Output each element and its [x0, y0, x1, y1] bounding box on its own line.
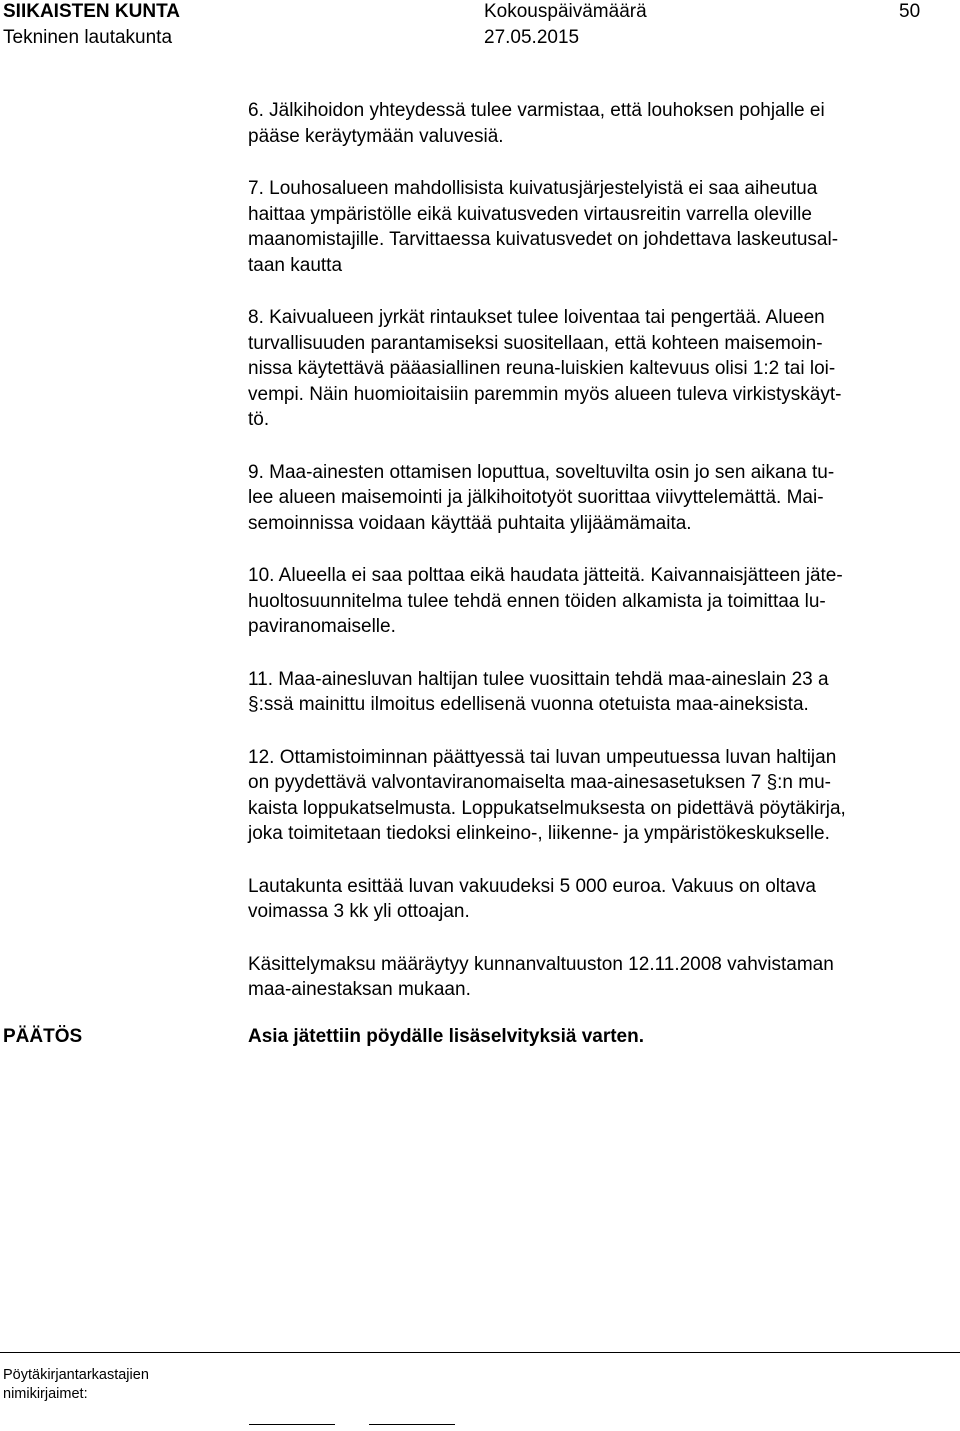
condition-paragraph-8: 8. Kaivualueen jyrkät rintaukset tulee loiventaa tai pengertää. Alueen turvallisuuden parantamiseksi suositellaan, että kohteen maisemoin- nissa käytettävä pääasiallinen reuna-luiskien kaltevuus olisi 1:2 tai loi- vempi. Näin huomioitaisiin paremmin myös alueen tuleva virkistyskäyt- tö. [248, 307, 842, 430]
condition-paragraph-11: 11. Maa-ainesluvan haltijan tulee vuosittain tehdä maa-aineslain 23 a §:ssä mainittu ilmoitus edellisenä vuonna otetuista maa-aineksista. [248, 668, 829, 715]
initials-signature-line-1 [249, 1424, 335, 1425]
processing-fee-paragraph: Käsittelymaksu määräytyy kunnanvaltuuston 12.11.2008 vahvistaman maa-ainestaksan mukaan. [248, 953, 834, 1000]
department-name: Tekninen lautakunta [3, 27, 173, 48]
condition-paragraph-6: 6. Jälkihoidon yhteydessä tulee varmistaa, että louhoksen pohjalle ei pääse keräytymään valuvesiä. [248, 100, 825, 147]
meeting-date: 27.05.2015 [484, 27, 580, 48]
footer-divider [0, 1352, 960, 1353]
initials-label: Pöytäkirjantarkastajien nimikirjaimet: [3, 1367, 149, 1402]
condition-paragraph-7: 7. Louhosalueen mahdollisista kuivatusjärjestelyistä ei saa aiheutua haittaa ympäristölle eikä kuivatusveden virtausreitin varrella oleville maanomistajille. Tarvittaessa kuivatusvedet on johdettava laskeutusal- taan kautta [248, 178, 839, 276]
condition-paragraph-12: 12. Ottamistoiminnan päättyessä tai luvan umpeutuessa luvan haltijan on pyydettävä valvontaviranomaiselta maa-ainesasetuksen 7 §:n mu- kaista loppukatselmusta. Loppukatselmuksesta on pidettävä pöytäkirja, joka toimitetaan tiedoksi elinkeino-, liikenne- ja ympäristökeskukselle. [248, 746, 846, 844]
initials-signature-line-2 [369, 1424, 455, 1425]
decision-text: Asia jätettiin pöydälle lisäselvityksiä varten. [248, 1026, 645, 1047]
document-header [0, 0, 960, 56]
condition-paragraph-10: 10. Alueella ei saa polttaa eikä haudata jätteitä. Kaivannaisjätteen jäte- huoltosuunnitelma tulee tehdä ennen töiden alkamista ja toimittaa lu- paviranomaiselle. [248, 565, 843, 637]
condition-paragraph-9: 9. Maa-ainesten ottamisen loputtua, soveltuvilta osin jo sen aikana tu- lee alueen maisemointi ja jälkihoitotyöt suorittaa viivyttelemättä. Mai- semoinnissa voidaan käyttää puhtaita ylijäämämaita. [248, 461, 835, 534]
security-deposit-paragraph: Lautakunta esittää luvan vakuudeksi 5 000 euroa. Vakuus on oltava voimassa 3 kk yli ottoajan. [248, 875, 816, 922]
document-body [248, 98, 943, 1030]
organization-name: SIIKAISTEN KUNTA [3, 1, 180, 22]
decision-label: PÄÄTÖS [3, 1026, 83, 1047]
page-number: 50 [899, 1, 921, 22]
meeting-date-label: Kokouspäivämäärä [484, 1, 647, 22]
